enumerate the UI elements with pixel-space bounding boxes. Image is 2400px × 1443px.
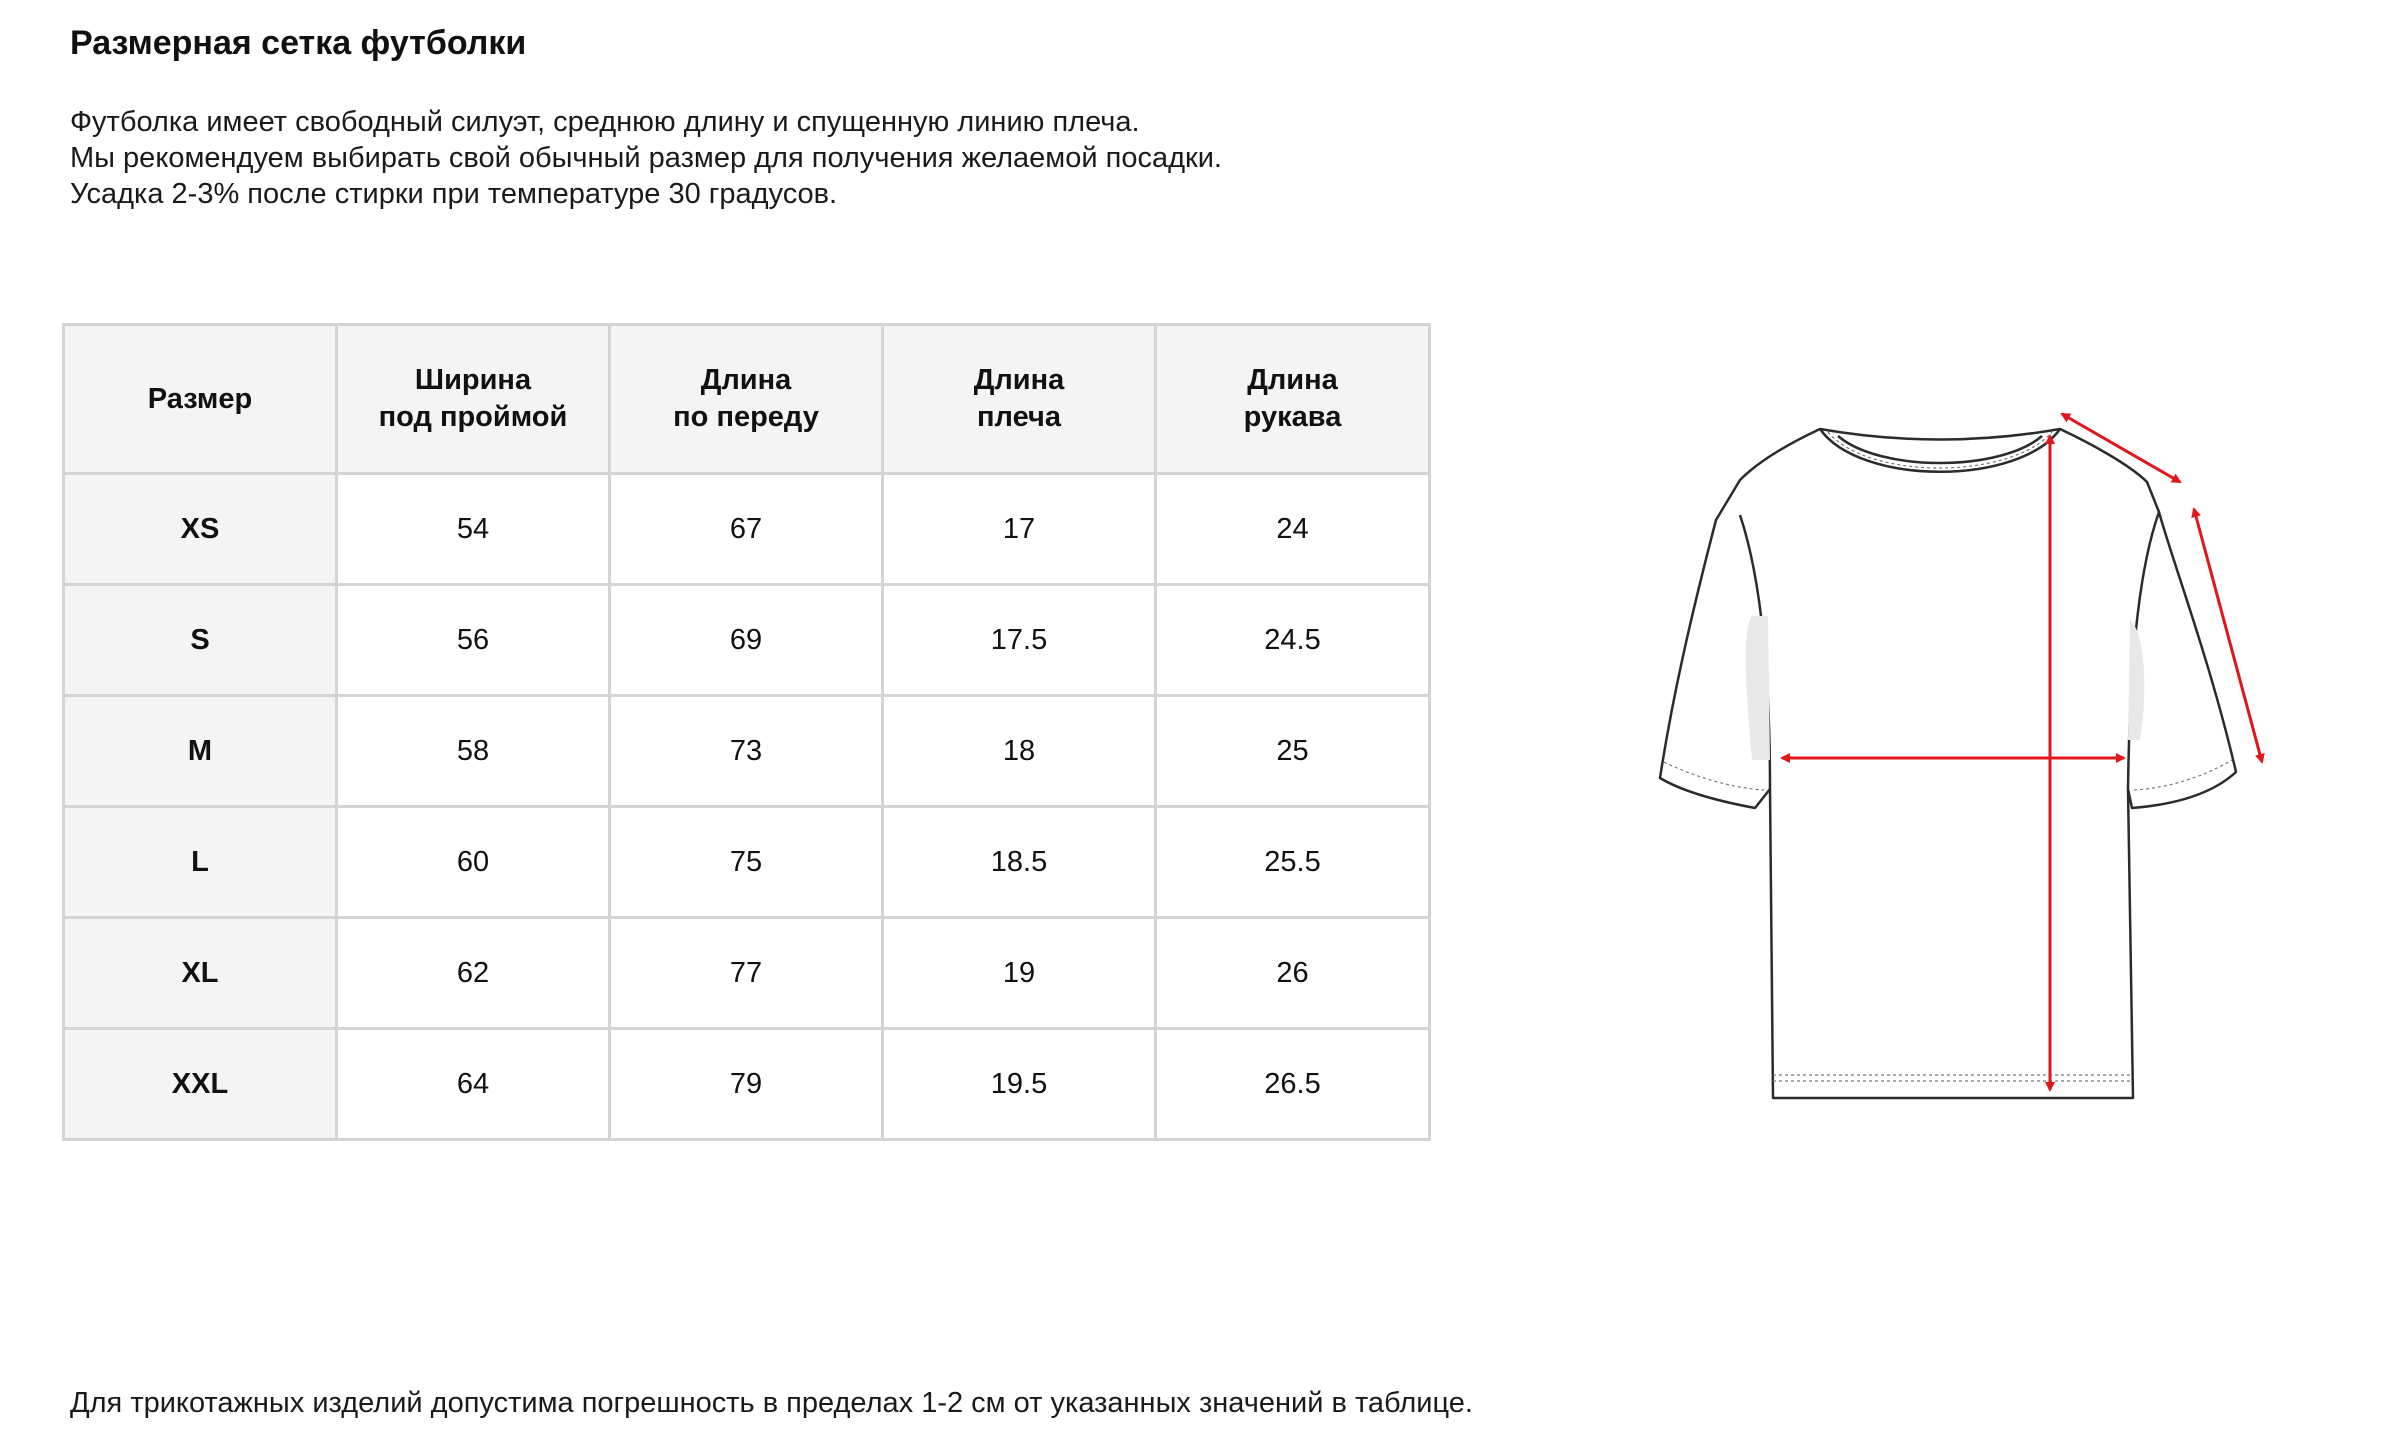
header-front-length: Длина по переду	[610, 325, 883, 474]
size-table	[62, 323, 1431, 1141]
size-cell: S	[64, 585, 337, 696]
shoulder-length-cell: 19.5	[883, 1029, 1156, 1140]
shoulder-length-cell: 18.5	[883, 807, 1156, 918]
tshirt-outline	[1660, 429, 2236, 1098]
header-size: Размер	[64, 325, 337, 474]
front-length-cell: 77	[610, 918, 883, 1029]
chest-width-cell: 62	[337, 918, 610, 1029]
page-title: Размерная сетка футболки	[70, 24, 527, 62]
front-length-cell: 73	[610, 696, 883, 807]
description-line: Мы рекомендуем выбирать свой обычный размер для получения желаемой посадки.	[70, 142, 1222, 174]
chest-width-cell: 58	[337, 696, 610, 807]
size-cell: M	[64, 696, 337, 807]
size-cell: XL	[64, 918, 337, 1029]
header-shoulder-length: Длина плеча	[883, 325, 1156, 474]
sleeve-length-cell: 26	[1156, 918, 1430, 1029]
description-line: Футболка имеет свободный силуэт, среднюю длину и спущенную линию плеча.	[70, 106, 1140, 138]
tshirt-measurement-diagram	[1640, 400, 2280, 1120]
sleeve-length-cell: 25.5	[1156, 807, 1430, 918]
front-length-cell: 69	[610, 585, 883, 696]
table-row	[64, 474, 1430, 585]
table-row	[64, 696, 1430, 807]
shoulder-length-cell: 17	[883, 474, 1156, 585]
sleeve-length-cell: 26.5	[1156, 1029, 1430, 1140]
size-cell: XS	[64, 474, 337, 585]
header-sleeve-length: Длина рукава	[1156, 325, 1430, 474]
front-length-cell: 75	[610, 807, 883, 918]
size-cell: L	[64, 807, 337, 918]
header-chest-width: Ширина под проймой	[337, 325, 610, 474]
description	[70, 104, 1222, 212]
table-row	[64, 918, 1430, 1029]
sleeve-length-cell: 24	[1156, 474, 1430, 585]
chest-width-cell: 54	[337, 474, 610, 585]
footnote: Для трикотажных изделий допустима погрешность в пределах 1-2 см от указанных значений в таблице.	[70, 1387, 1473, 1419]
chest-width-cell: 60	[337, 807, 610, 918]
chest-width-cell: 56	[337, 585, 610, 696]
table-row	[64, 807, 1430, 918]
sleeve-length-cell: 25	[1156, 696, 1430, 807]
description-line: Усадка 2-3% после стирки при температуре 30 градусов.	[70, 178, 838, 210]
table-row	[64, 585, 1430, 696]
table-row	[64, 1029, 1430, 1140]
shoulder-length-cell: 19	[883, 918, 1156, 1029]
front-length-cell: 79	[610, 1029, 883, 1140]
front-length-cell: 67	[610, 474, 883, 585]
sleeve-length-cell: 24.5	[1156, 585, 1430, 696]
chest-width-cell: 64	[337, 1029, 610, 1140]
shoulder-length-cell: 18	[883, 696, 1156, 807]
shoulder-length-cell: 17.5	[883, 585, 1156, 696]
table-header-row	[64, 325, 1430, 474]
size-cell: XXL	[64, 1029, 337, 1140]
